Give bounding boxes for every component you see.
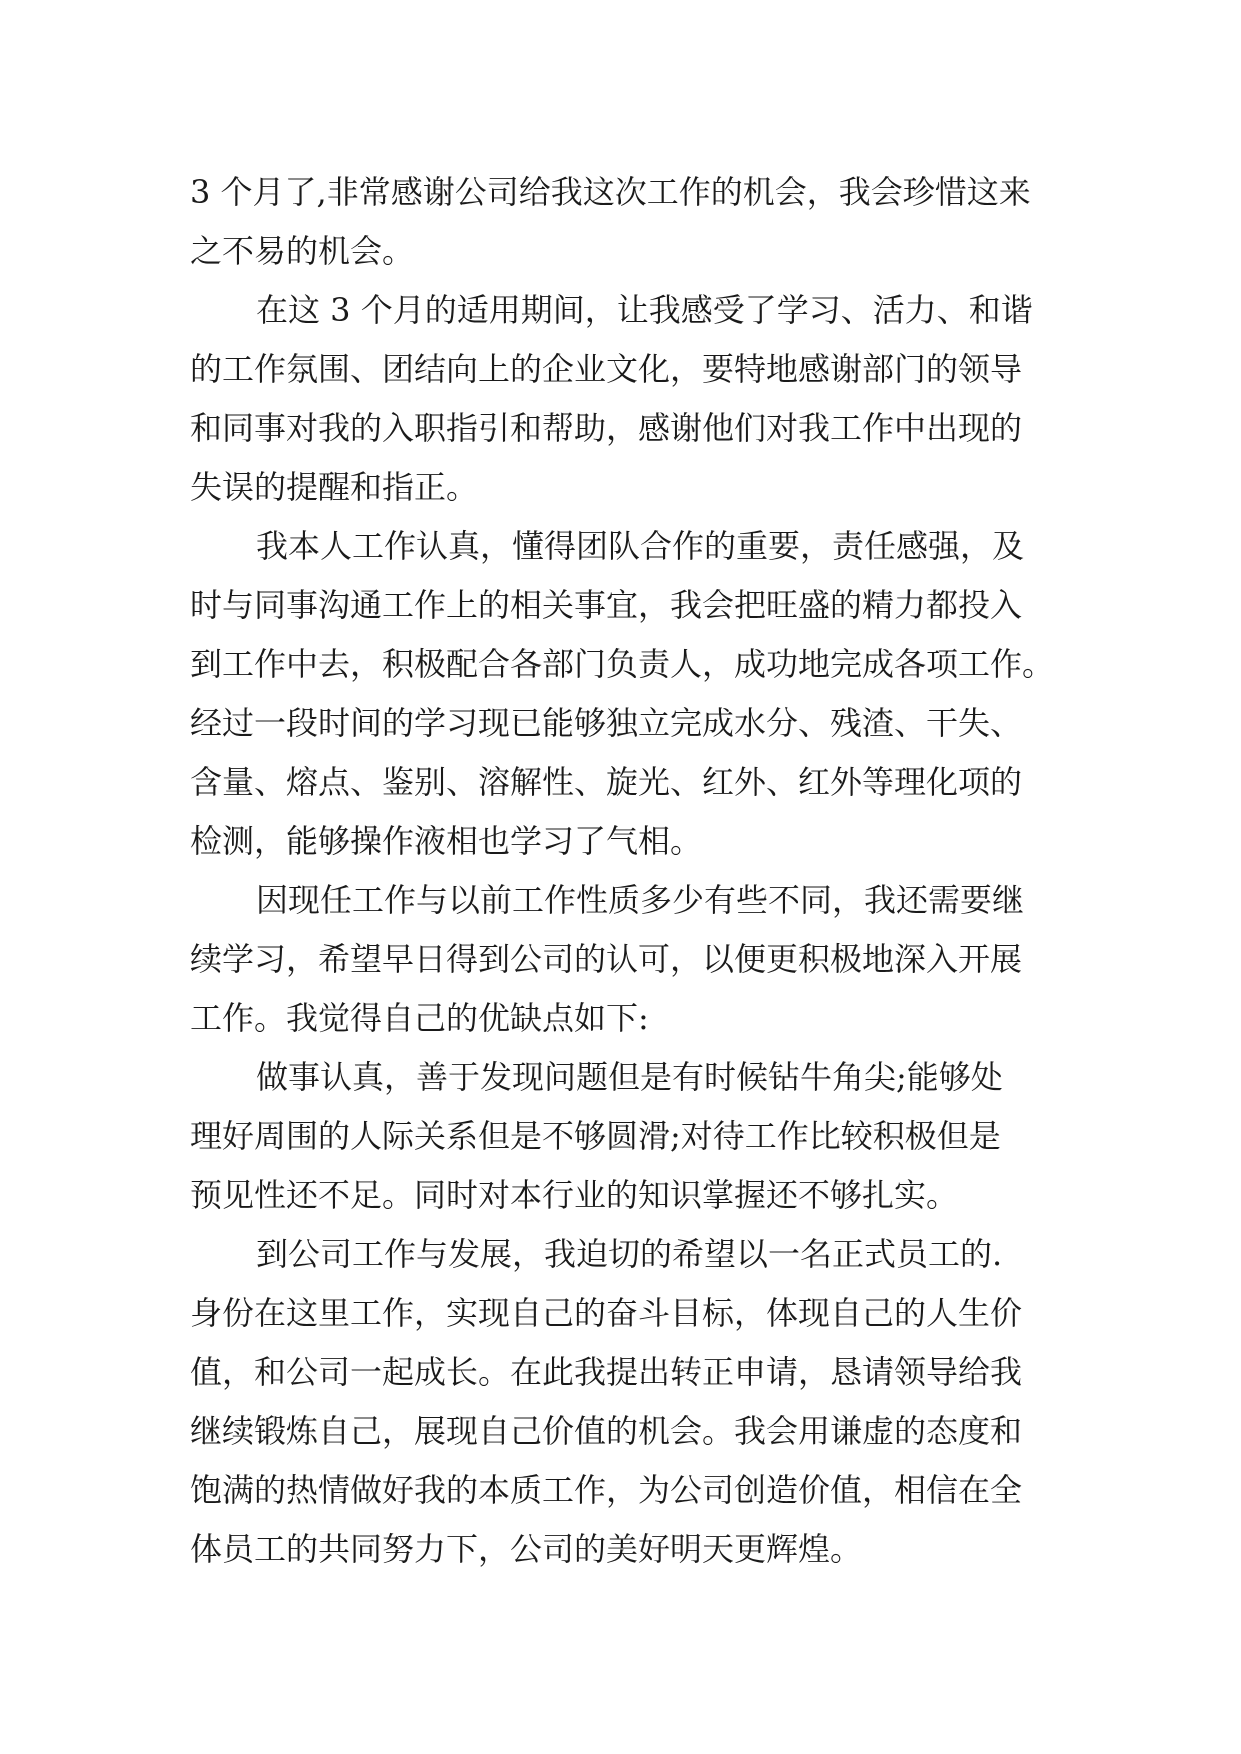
paragraph-first-line: 到公司工作与发展，我迫切的希望以一名正式员工的. bbox=[256, 1235, 1003, 1273]
text-line: 失误的提醒和指正。 bbox=[190, 468, 479, 506]
text-line: 时与同事沟通工作上的相关事宜，我会把旺盛的精力都投入 bbox=[190, 586, 1023, 624]
text-line: 理好周围的人际关系但是不够圆滑;对待工作比较积极但是 bbox=[190, 1117, 1001, 1155]
text-line: 的工作氛围、团结向上的企业文化，要特地感谢部门的领导 bbox=[190, 350, 1023, 388]
text-line: 含量、熔点、鉴别、溶解性、旋光、红外、红外等理化项的 bbox=[190, 763, 1023, 801]
text-line: 体员工的共同努力下，公司的美好明天更辉煌。 bbox=[190, 1530, 863, 1568]
paragraph-first-line: 在这 3 个月的适用期间，让我感受了学习、活力、和谐 bbox=[256, 291, 1033, 329]
paragraph-first-line: 做事认真，善于发现问题但是有时候钻牛角尖;能够处 bbox=[256, 1058, 1003, 1096]
paragraph-first-line: 因现任工作与以前工作性质多少有些不同，我还需要继 bbox=[256, 881, 1025, 919]
text-line: 3 个月了,非常感谢公司给我这次工作的机会，我会珍惜这来 bbox=[190, 173, 1031, 211]
text-line: 饱满的热情做好我的本质工作，为公司创造价值，相信在全 bbox=[190, 1471, 1023, 1509]
text-line: 预见性还不足。同时对本行业的知识掌握还不够扎实。 bbox=[190, 1176, 959, 1214]
text-line: 工作。我觉得自己的优缺点如下: bbox=[190, 999, 649, 1037]
document-body bbox=[190, 163, 1085, 1579]
text-line: 身份在这里工作，实现自己的奋斗目标，体现自己的人生价 bbox=[190, 1294, 1023, 1332]
text-line: 续学习，希望早日得到公司的认可，以便更积极地深入开展 bbox=[190, 940, 1023, 978]
text-line: 继续锻炼自己，展现自己价值的机会。我会用谦虚的态度和 bbox=[190, 1412, 1023, 1450]
text-line: 检测，能够操作液相也学习了气相。 bbox=[190, 822, 703, 860]
text-line: 之不易的机会。 bbox=[190, 232, 415, 270]
text-line: 值，和公司一起成长。在此我提出转正申请，恳请领导给我 bbox=[190, 1353, 1023, 1391]
text-line: 到工作中去，积极配合各部门负责人，成功地完成各项工作。 bbox=[190, 645, 1055, 683]
text-line: 经过一段时间的学习现已能够独立完成水分、残渣、干失、 bbox=[190, 704, 1023, 742]
paragraph-first-line: 我本人工作认真，懂得团队合作的重要，责任感强，及 bbox=[256, 527, 1025, 565]
text-line: 和同事对我的入职指引和帮助，感谢他们对我工作中出现的 bbox=[190, 409, 1023, 447]
